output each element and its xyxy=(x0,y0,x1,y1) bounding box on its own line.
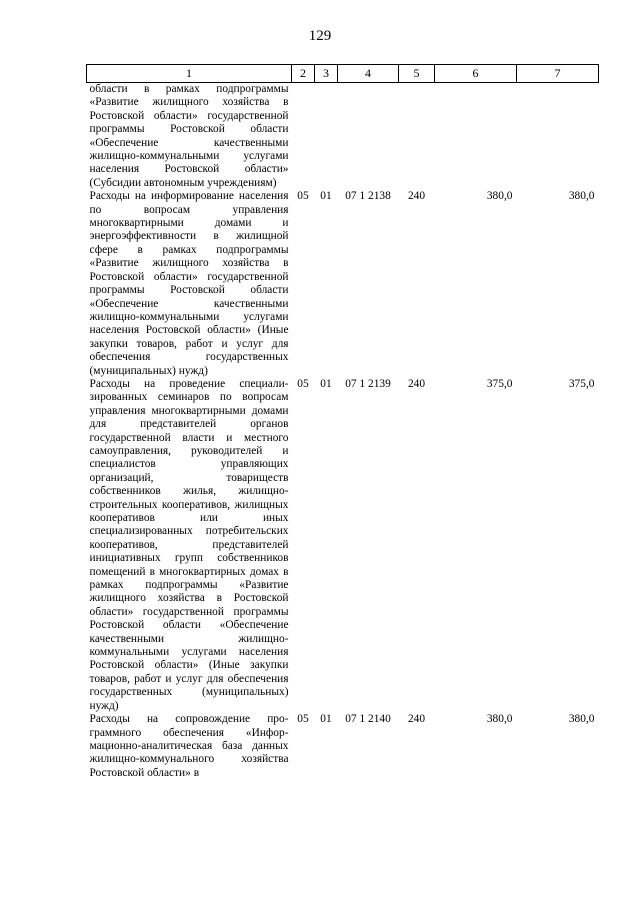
table-row xyxy=(87,713,599,780)
row-section-code: 05 xyxy=(297,713,309,726)
row-section-code: 05 xyxy=(297,190,309,203)
page-number: 129 xyxy=(308,28,332,44)
column-header-3: 3 xyxy=(315,65,338,83)
table-header-row xyxy=(87,65,599,83)
row-subsection-code: 01 xyxy=(320,377,332,390)
row-description: Расходы на сопровождение программного обеспечения «Информационно-аналитическая база данных жилищно-коммунального хозяйства Ростовской области» в xyxy=(89,713,289,779)
row-amount-col6: 380,0 xyxy=(486,713,513,726)
table-row-continuation xyxy=(87,83,599,191)
row-amount-col6: 380,0 xyxy=(486,190,513,203)
row-target-code: 07 1 2139 xyxy=(345,377,391,390)
row-expense-type: 240 xyxy=(407,713,426,726)
column-header-2: 2 xyxy=(292,65,315,83)
row-subsection-code: 01 xyxy=(320,713,332,726)
column-header-4: 4 xyxy=(338,65,399,83)
row-amount-col7: 380,0 xyxy=(568,190,595,203)
column-header-7: 7 xyxy=(517,65,599,83)
row-description: Расходы на информирование населения по вопросам управления многоквартирными домами и энергоэффективности в жилищной сфере в рамках подпрограммы «Развитие жилищного хозяйства в Ростовской области» государственной программы Ростовской области «Обеспечение качественными жилищно-коммунальными услугами населения Ростовской области» (Иные закупки товаров, работ и услуг для обеспечения государственных (муниципальных) нужд) xyxy=(89,190,289,377)
row-amount-col7: 380,0 xyxy=(568,713,595,726)
column-header-6: 6 xyxy=(435,65,517,83)
budget-table xyxy=(86,64,599,780)
row-section-code: 05 xyxy=(297,377,309,390)
row-description: Расходы на проведение специализированных семинаров по вопросам управления многоквартирными домами для представителей органов государственной власти и местного самоуправления, руководителей и специалистов управляющих организаций, товариществ собственников жилья, жилищно-строительных кооперативов, жилищных кооперативов или иных специализированных потребительских кооперативов, представителей инициативных групп собственников помещений в многоквартирных домах в рамках подпрограммы «Развитие жилищного хозяйства в Ростовской области» государственной программы Ростовской области «Обеспечение качественными жилищно-коммунальными услугами населения Ростовской области» (Иные закупки товаров, работ и услуг для обеспечения государственных (муниципальных) нужд) xyxy=(89,377,289,712)
row-target-code: 07 1 2140 xyxy=(345,713,391,726)
column-header-1: 1 xyxy=(87,65,292,83)
row-expense-type: 240 xyxy=(407,377,426,390)
table-row xyxy=(87,190,599,378)
row-amount-col6: 375,0 xyxy=(486,377,513,390)
row-description: области в рамках подпрограммы «Развитие жилищного хозяйства в Ростовской области» государственной программы Ростовской области «Обеспечение качественными жилищно-коммунальными услугами населения Ростовской области» (Субсидии автономным учреждениям) xyxy=(89,83,289,189)
row-subsection-code: 01 xyxy=(320,190,332,203)
row-amount-col7: 375,0 xyxy=(568,377,595,390)
column-header-5: 5 xyxy=(399,65,435,83)
table-row xyxy=(87,378,599,713)
row-target-code: 07 1 2138 xyxy=(345,190,391,203)
row-expense-type: 240 xyxy=(407,190,426,203)
